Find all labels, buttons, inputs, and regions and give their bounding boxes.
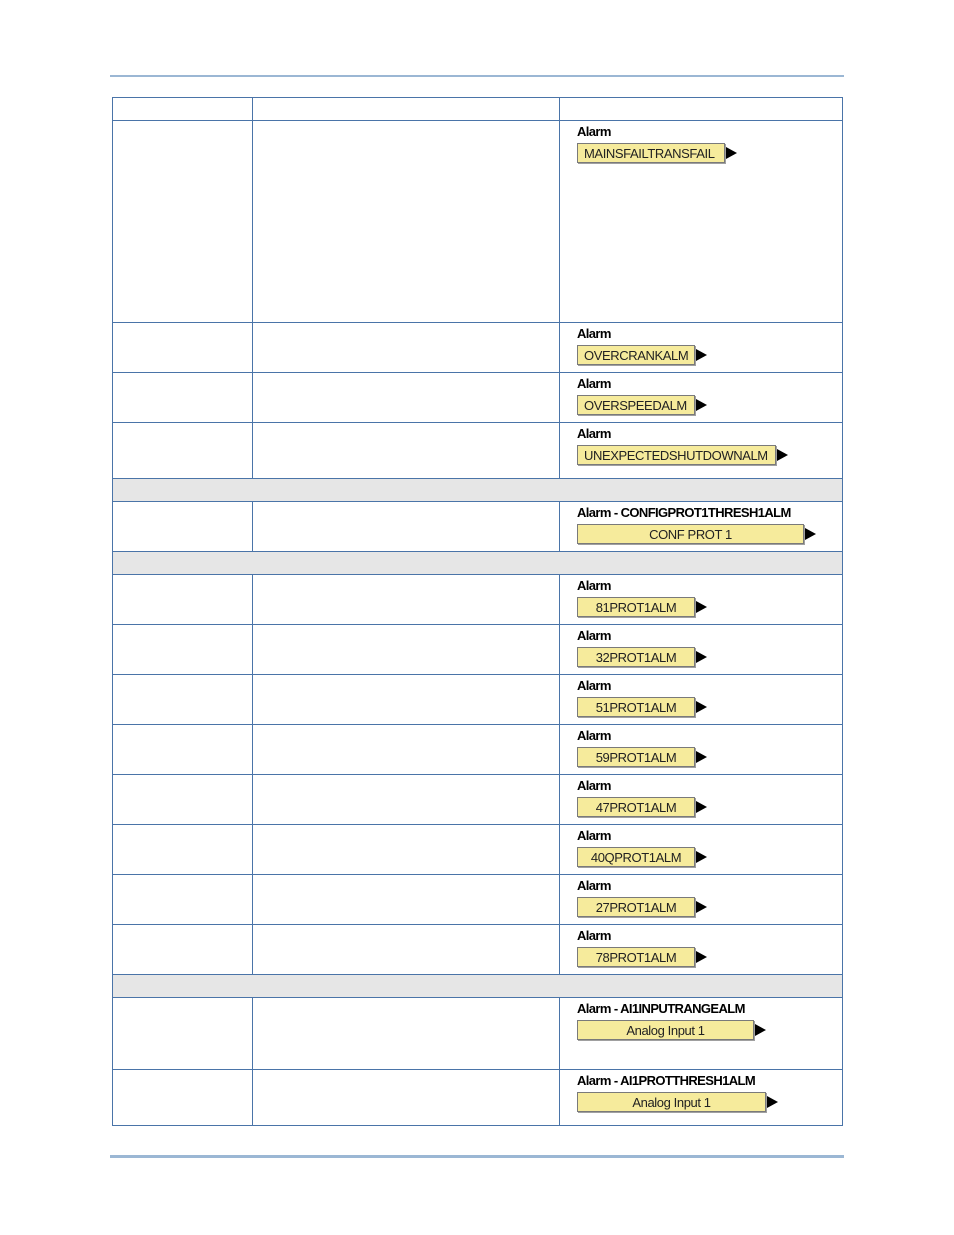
logic-block-label: CONF PROT 1 <box>577 524 804 544</box>
output-arrow-icon <box>777 449 788 461</box>
section-row <box>113 479 843 502</box>
logic-block-label: 51PROT1ALM <box>577 697 695 717</box>
output-arrow-icon <box>696 701 707 713</box>
table-row <box>113 875 843 925</box>
section-row <box>113 975 843 998</box>
logic-block-label: 59PROT1ALM <box>577 747 695 767</box>
table-row <box>113 825 843 875</box>
output-arrow-icon <box>696 851 707 863</box>
output-arrow-icon <box>696 399 707 411</box>
table-row <box>113 575 843 625</box>
logic-element <box>560 825 842 867</box>
logic-block-label: 27PROT1ALM <box>577 897 695 917</box>
table-row <box>113 998 843 1070</box>
alarm-label: Alarm <box>577 326 611 341</box>
logic-element <box>560 925 842 967</box>
table-row <box>113 725 843 775</box>
output-arrow-icon <box>805 528 816 540</box>
logic-block-label: UNEXPECTEDSHUTDOWNALM <box>577 445 776 465</box>
logic-block-label: MAINSFAILTRANSFAIL <box>577 143 725 163</box>
logic-element <box>560 625 842 667</box>
table-row <box>113 323 843 373</box>
alarm-label: Alarm <box>577 124 611 139</box>
alarm-label: Alarm <box>577 878 611 893</box>
logic-element <box>560 675 842 717</box>
logic-block-label: 78PROT1ALM <box>577 947 695 967</box>
logic-element <box>560 775 842 817</box>
logic-block-label: 81PROT1ALM <box>577 597 695 617</box>
logic-element <box>560 121 842 163</box>
table-row <box>113 925 843 975</box>
logic-block-label: Analog Input 1 <box>577 1020 754 1040</box>
alarm-label: Alarm - CONFIGPROT1THRESH1ALM <box>577 505 791 520</box>
output-arrow-icon <box>696 901 707 913</box>
alarm-table <box>112 97 843 1126</box>
output-arrow-icon <box>696 751 707 763</box>
output-arrow-icon <box>767 1096 778 1108</box>
output-arrow-icon <box>696 349 707 361</box>
table-row <box>113 675 843 725</box>
logic-block-label: 47PROT1ALM <box>577 797 695 817</box>
footer-rule <box>110 1155 844 1158</box>
output-arrow-icon <box>696 801 707 813</box>
table-row <box>113 423 843 479</box>
output-arrow-icon <box>696 651 707 663</box>
output-arrow-icon <box>696 951 707 963</box>
logic-block-label: 32PROT1ALM <box>577 647 695 667</box>
logic-block-label: Analog Input 1 <box>577 1092 766 1112</box>
output-arrow-icon <box>755 1024 766 1036</box>
alarm-label: Alarm <box>577 426 611 441</box>
logic-element <box>560 502 842 544</box>
logic-element <box>560 373 842 415</box>
logic-block-label: 40QPROT1ALM <box>577 847 695 867</box>
alarm-label: Alarm <box>577 628 611 643</box>
output-arrow-icon <box>696 601 707 613</box>
logic-block-label: OVERSPEEDALM <box>577 395 695 415</box>
alarm-label: Alarm <box>577 728 611 743</box>
alarm-label: Alarm <box>577 778 611 793</box>
table-header-row <box>113 98 843 121</box>
table-row <box>113 373 843 423</box>
logic-block-label: OVERCRANKALM <box>577 345 695 365</box>
table-row <box>113 775 843 825</box>
output-arrow-icon <box>726 147 737 159</box>
header-rule <box>110 75 844 77</box>
alarm-label: Alarm <box>577 678 611 693</box>
alarm-label: Alarm <box>577 928 611 943</box>
table-row <box>113 502 843 552</box>
alarm-label: Alarm - AI1INPUTRANGEALM <box>577 1001 745 1016</box>
logic-element <box>560 575 842 617</box>
logic-element <box>560 725 842 767</box>
section-row <box>113 552 843 575</box>
alarm-label: Alarm <box>577 376 611 391</box>
logic-element <box>560 1070 842 1112</box>
alarm-label: Alarm - AI1PROTTHRESH1ALM <box>577 1073 756 1088</box>
table-row <box>113 121 843 323</box>
alarm-label: Alarm <box>577 828 611 843</box>
logic-element <box>560 323 842 365</box>
logic-element <box>560 423 842 465</box>
logic-element <box>560 875 842 917</box>
table-row <box>113 1070 843 1126</box>
table-row <box>113 625 843 675</box>
logic-element <box>560 998 842 1040</box>
alarm-label: Alarm <box>577 578 611 593</box>
